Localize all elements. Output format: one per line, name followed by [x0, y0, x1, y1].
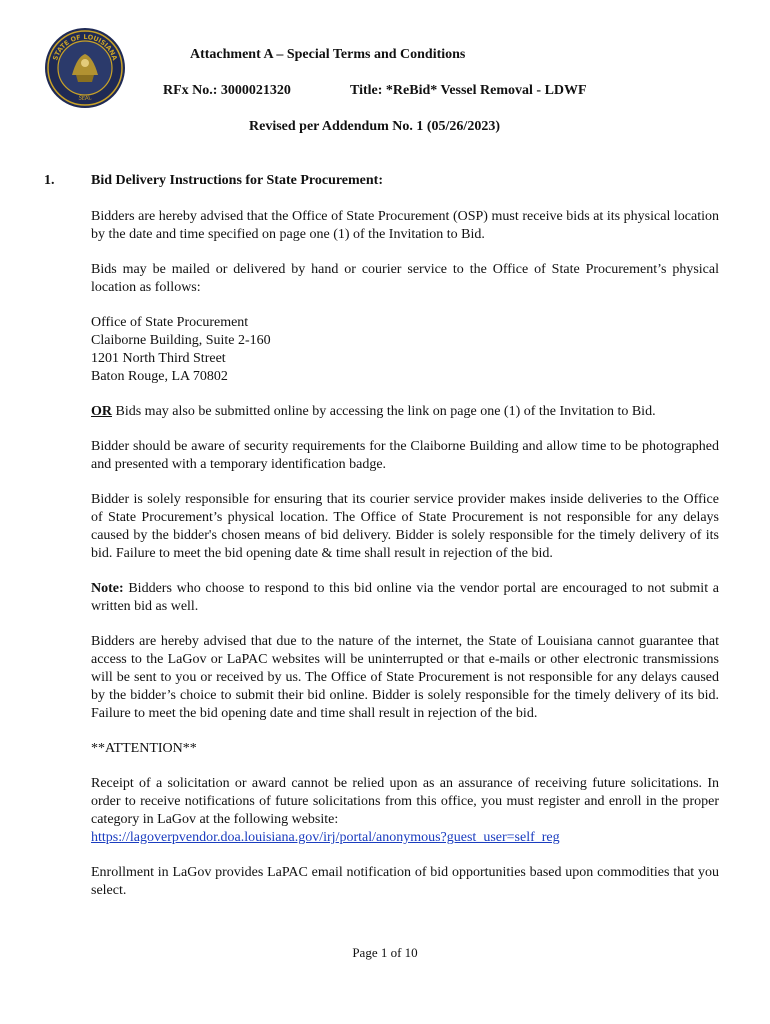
paragraph-note — [91, 580, 719, 616]
address-line: Office of State Procurement — [91, 315, 249, 330]
paragraph-online-option — [91, 403, 719, 421]
registration-text: Receipt of a solicitation or award cannot be relied upon as an assurance of receiving future solicitations. In order to receive notifications of future solicitations from this office, you must register and enroll in the proper category in LaGov at the following website: — [91, 776, 719, 827]
svg-text:SEAL — [78, 95, 93, 102]
note-text: Bidders who choose to respond to this bid online via the vendor portal are encouraged to not submit a written bid as well. — [91, 581, 719, 614]
or-label: OR — [91, 404, 112, 419]
address-line: Baton Rouge, LA 70802 — [91, 369, 228, 384]
section-title: Bid Delivery Instructions for State Procurement: — [91, 173, 384, 188]
or-text: Bids may also be submitted online by accessing the link on page one (1) of the Invitation to Bid. — [112, 404, 656, 419]
section-number: 1. — [44, 173, 55, 188]
lagov-registration-link[interactable]: https://lagoverpvendor.doa.louisiana.gov/irj/portal/anonymous?guest_user=self_reg — [91, 830, 560, 845]
osp-address — [91, 314, 719, 386]
attention-heading: **ATTENTION** — [91, 741, 197, 756]
paragraph-enrollment: Enrollment in LaGov provides LaPAC email notification of bid opportunities based upon commodities that you select. — [91, 865, 719, 898]
page-number: Page 1 of 10 — [352, 945, 418, 960]
paragraph-osp-receipt: Bidders are hereby advised that the Office of State Procurement (OSP) must receive bids at its physical location by the date and time specified on page one (1) of the Invitation to Bid. — [91, 209, 719, 242]
paragraph-internet-disclaimer: Bidders are hereby advised that due to the nature of the internet, the State of Louisiana cannot guarantee that access to the LaGov or LaPAC websites will be uninterrupted or that e-mails or other electronic transmissions will be sent to you or received by us. The Office of State Procurement is not responsible for any delays caused by the bidder’s choice to submit their bid online. Bidder is solely responsible for the timely delivery of its bid. Failure to meet the bid opening date and time shall result in rejection of the bid. — [91, 634, 719, 721]
paragraph-registration — [91, 775, 719, 847]
attachment-title: Attachment A – Special Terms and Conditions — [190, 47, 466, 62]
paragraph-delivery-methods: Bids may be mailed or delivered by hand or courier service to the Office of State Procurement’s physical location as follows: — [91, 262, 719, 295]
seal-bottom-text: SEAL — [77, 95, 93, 103]
seal-top-text: STATE OF LOUISIANA — [51, 32, 119, 62]
paragraph-security: Bidder should be aware of security requirements for the Claiborne Building and allow time to be photographed and presented with a temporary identification badge. — [91, 439, 719, 472]
address-line: Claiborne Building, Suite 2-160 — [91, 333, 271, 348]
rfx-number: RFx No.: 3000021320 — [163, 83, 291, 98]
section-body — [91, 208, 719, 917]
paragraph-courier-responsibility: Bidder is solely responsible for ensuring that its courier service provider makes inside deliveries to the Office of State Procurement’s physical location. The Office of State Procurement is not responsible for any delays caused by the bidder's chosen means of bid delivery. Bidder is solely responsible for the timely delivery of its bid. Failure to meet the bid opening date & time shall result in rejection of the bid. — [91, 492, 719, 561]
bid-title: Title: *ReBid* Vessel Removal - LDWF — [350, 83, 587, 98]
revision-note: Revised per Addendum No. 1 (05/26/2023) — [249, 119, 500, 134]
note-label: Note: — [91, 581, 124, 596]
state-seal — [44, 27, 126, 109]
address-line: 1201 North Third Street — [91, 351, 226, 366]
seal-emblem-icon — [44, 27, 126, 109]
